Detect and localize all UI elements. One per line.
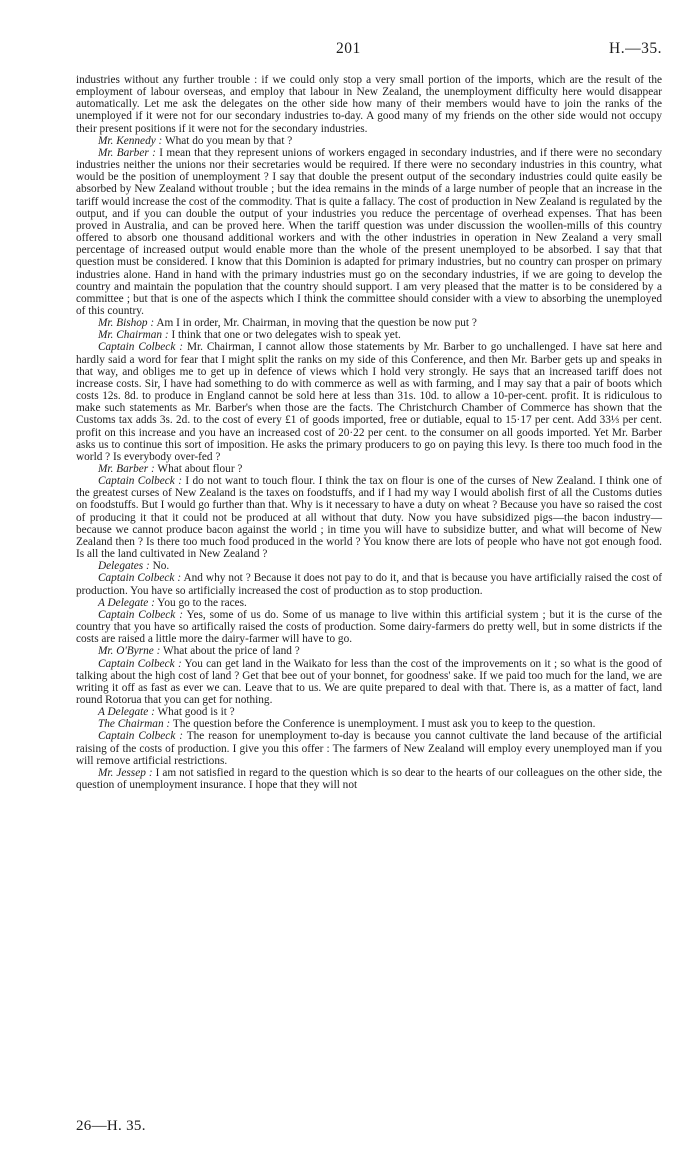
paragraph-text: I mean that they represent unions of workers engaged in secondary industries, and if there were no secondary industries neither the unions nor their secretaries would be required. If there were no secondary industries in this country, what would be the position of unemployment ? I say that double the present output of the secondary industries could quite easily be absorbed by New Zealand without trouble ; but the idea remains in the minds of a large number of people that an increase in the tariff would increase the cost of the commodity. That is quite a fallacy. The cost of production in New Zealand is regulated by the output, and if you can double the output of your industries you reduce the percentage of overhead expenses. That has been proved in Australia, and can be proved here. When the tariff question was under discussion the woollen-mills of this country offered to absorb one thousand additional workers and with the other industries in operation in New Zealand a very small percentage of increased output would enable more than the whole of the present unemployed to be absorbed. I say that that question must be considered. I know that this Dominion is adapted for primary industries, but no country can prosper on primary industries alone. Hand in hand with the primary industries must go on the secondary industries, if we are going to develop the country and maintain the population that the country should support. I am very pleased that the matter is to be considered by a committee ; but that is one of the aspects which I think the committee should consider with a view to absorbing the unemployed of this country. <box>76 146 662 317</box>
paragraph-text: What do you mean by that ? <box>164 134 293 147</box>
paragraph-text: No. <box>152 560 170 573</box>
paragraph-text: You can get land in the Waikato for less than the cost of the improvements on it ; so what is the good of talking about the high cost of land ? Get that bee out of your bonnet, for goodness' sake. If we paid too much for the land, we are writing it off as fast as ever we can. Leave that to us. We are quite prepared to deal with that. There is, as a matter of fact, land round Rotorua that you can get for nothing. <box>76 657 662 706</box>
paragraph <box>76 560 662 572</box>
paragraph-text: Mr. Chairman, I cannot allow those statements by Mr. Barber to go unchallenged. I have sat here and hardly said a word for fear that I might split the ranks on my side of this Conference, and then Mr. Barber gets up and speaks in that way, and obliges me to get up in defence of views which I hold very strongly. He says that an increased tariff does not increase costs. Sir, I have had something to do with commerce as well as with farming, and I may say that a pair of boots which costs 12s. 8d. to produce in England cannot be sold here at less than 31s. 10d. to allow a 10-per-cent. profit. It is ridiculous to make such statements as Mr. Barber's when those are the facts. The Christchurch Chamber of Commerce has shown that the Customs tax adds 3s. 2d. to the cost of every £1 of goods imported, free or dutiable, equal to 15·17 per cent. Add 33⅓ per cent. profit on this increase and you have an increased cost of 20·22 per cent. to the consumer on all goods imported. Yet Mr. Barber asks us to continue this sort of imposition. He asks the primary producers to go on paying this levy. Is there too much food in the world ? Is everybody over-fed ? <box>76 341 662 463</box>
paragraph-text: And why not ? Because it does not pay to do it, and that is because you have artificially raised the cost of production. You have so artificially increased the cost of production as to stop production. <box>76 572 662 597</box>
paragraph-text: The question before the Conference is unemployment. I must ask you to keep to the question. <box>172 718 596 731</box>
paragraph-text: The reason for unemployment to-day is because you cannot cultivate the land because of the artificial raising of the costs of production. I give you this offer : The farmers of New Zealand will employ every unemployed man if you will remove artificial restrictions. <box>76 730 662 767</box>
paragraph <box>76 767 662 791</box>
speaker-name: Mr. Kennedy : <box>98 134 163 147</box>
speaker-name: Mr. Jessep : <box>98 766 153 779</box>
speaker-name: Mr. Bishop : <box>98 317 155 330</box>
paragraph <box>76 706 662 718</box>
paragraph <box>76 658 662 707</box>
speaker-name: Mr. Barber : <box>98 463 155 475</box>
speaker-name: Delegates : <box>98 560 150 573</box>
paragraph <box>76 463 662 475</box>
speaker-name: Captain Colbeck : <box>98 730 184 743</box>
speaker-name: Captain Colbeck : <box>98 608 183 621</box>
speaker-name: A Delegate : <box>98 706 155 719</box>
speaker-name: The Chairman : <box>98 718 171 731</box>
speaker-name: Captain Colbeck : <box>98 341 184 354</box>
paragraph-text: What about the price of land ? <box>162 645 300 658</box>
speaker-name: Captain Colbeck : <box>98 657 182 670</box>
paragraph <box>76 645 662 657</box>
paragraph <box>76 317 662 329</box>
document-page <box>76 40 662 1134</box>
paragraph-text: industries without any further trouble : if we could only stop a very small portion of the imports, which are the result of the employment of labour overseas, and employ that labour in New Zealand, the unemployment difficulty here would disappear automatically. Let me ask the delegates on the other side how many of their members would have to join the ranks of the unemployed if it were not for our secondary industries to-day. A good many of my friends on the other side would not occupy their present positions if it were not for the secondary industries. <box>76 74 662 135</box>
paragraph <box>76 135 662 147</box>
paragraph <box>76 609 662 645</box>
speaker-name: Mr. O'Byrne : <box>98 645 161 658</box>
paragraph <box>76 572 662 596</box>
paragraph-text: What good is it ? <box>157 706 235 719</box>
series-reference: H.—35. <box>609 40 662 57</box>
page-number: 201 <box>336 40 361 57</box>
paragraph <box>76 341 662 463</box>
speaker-name: Mr. Chairman : <box>98 329 169 342</box>
paragraph-text: Yes, some of us do. Some of us manage to live within this artificial system ; but it is the curse of the country that you have so artifically raised the costs of production. Some dairy-farmers do pretty well, but in some districts if the costs are raised a little more the dairy-farmer will have to go. <box>76 608 662 646</box>
speaker-name: Captain Colbeck : <box>98 572 182 585</box>
printer-signature: 26—H. 35. <box>76 1118 146 1134</box>
paragraph <box>76 730 662 766</box>
speaker-name: Mr. Barber : <box>98 146 156 159</box>
speaker-name: Captain Colbeck : <box>98 475 182 488</box>
paragraph <box>76 597 662 609</box>
paragraph-text: You go to the races. <box>157 596 247 609</box>
paragraph-text: Am I in order, Mr. Chairman, in moving that the question be now put ? <box>156 317 477 330</box>
transcript-body <box>76 74 662 791</box>
paragraph <box>76 147 662 317</box>
speaker-name: A Delegate : <box>98 596 155 609</box>
paragraph-text: I am not satisfied in regard to the question which is so dear to the hearts of our colleagues on the other side, the question of unemployment insurance. I hope that they will not <box>76 766 662 792</box>
paragraph-text: I do not want to touch flour. I think the tax on flour is one of the curses of New Zealand. I think one of the greatest curses of New Zealand is the taxes on foodstuffs, and if I had my way I would abolish first of all the Customs duties on foodstuffs. But I would go further than that. Why is it necessary to have a duty on wheat ? Because you have so raised the cost of producing it that it could not be produced at all without that duty. Now you have subsidized pigs—the bacon industry—because we cannot produce bacon against the world ; in time you will have to subsidize butter, and what will become of New Zealand then ? Is there too much food produced in the world ? You know there are lots of people who have not got enough food. Is all the land cultivated in New Zealand ? <box>76 475 662 561</box>
paragraph <box>76 475 662 560</box>
paragraph <box>76 74 662 135</box>
paragraph <box>76 329 662 341</box>
paragraph-text: What about flour ? <box>157 463 243 475</box>
paragraph-text: I think that one or two delegates wish to speak yet. <box>171 329 401 342</box>
page-header <box>76 40 662 66</box>
paragraph <box>76 718 662 730</box>
